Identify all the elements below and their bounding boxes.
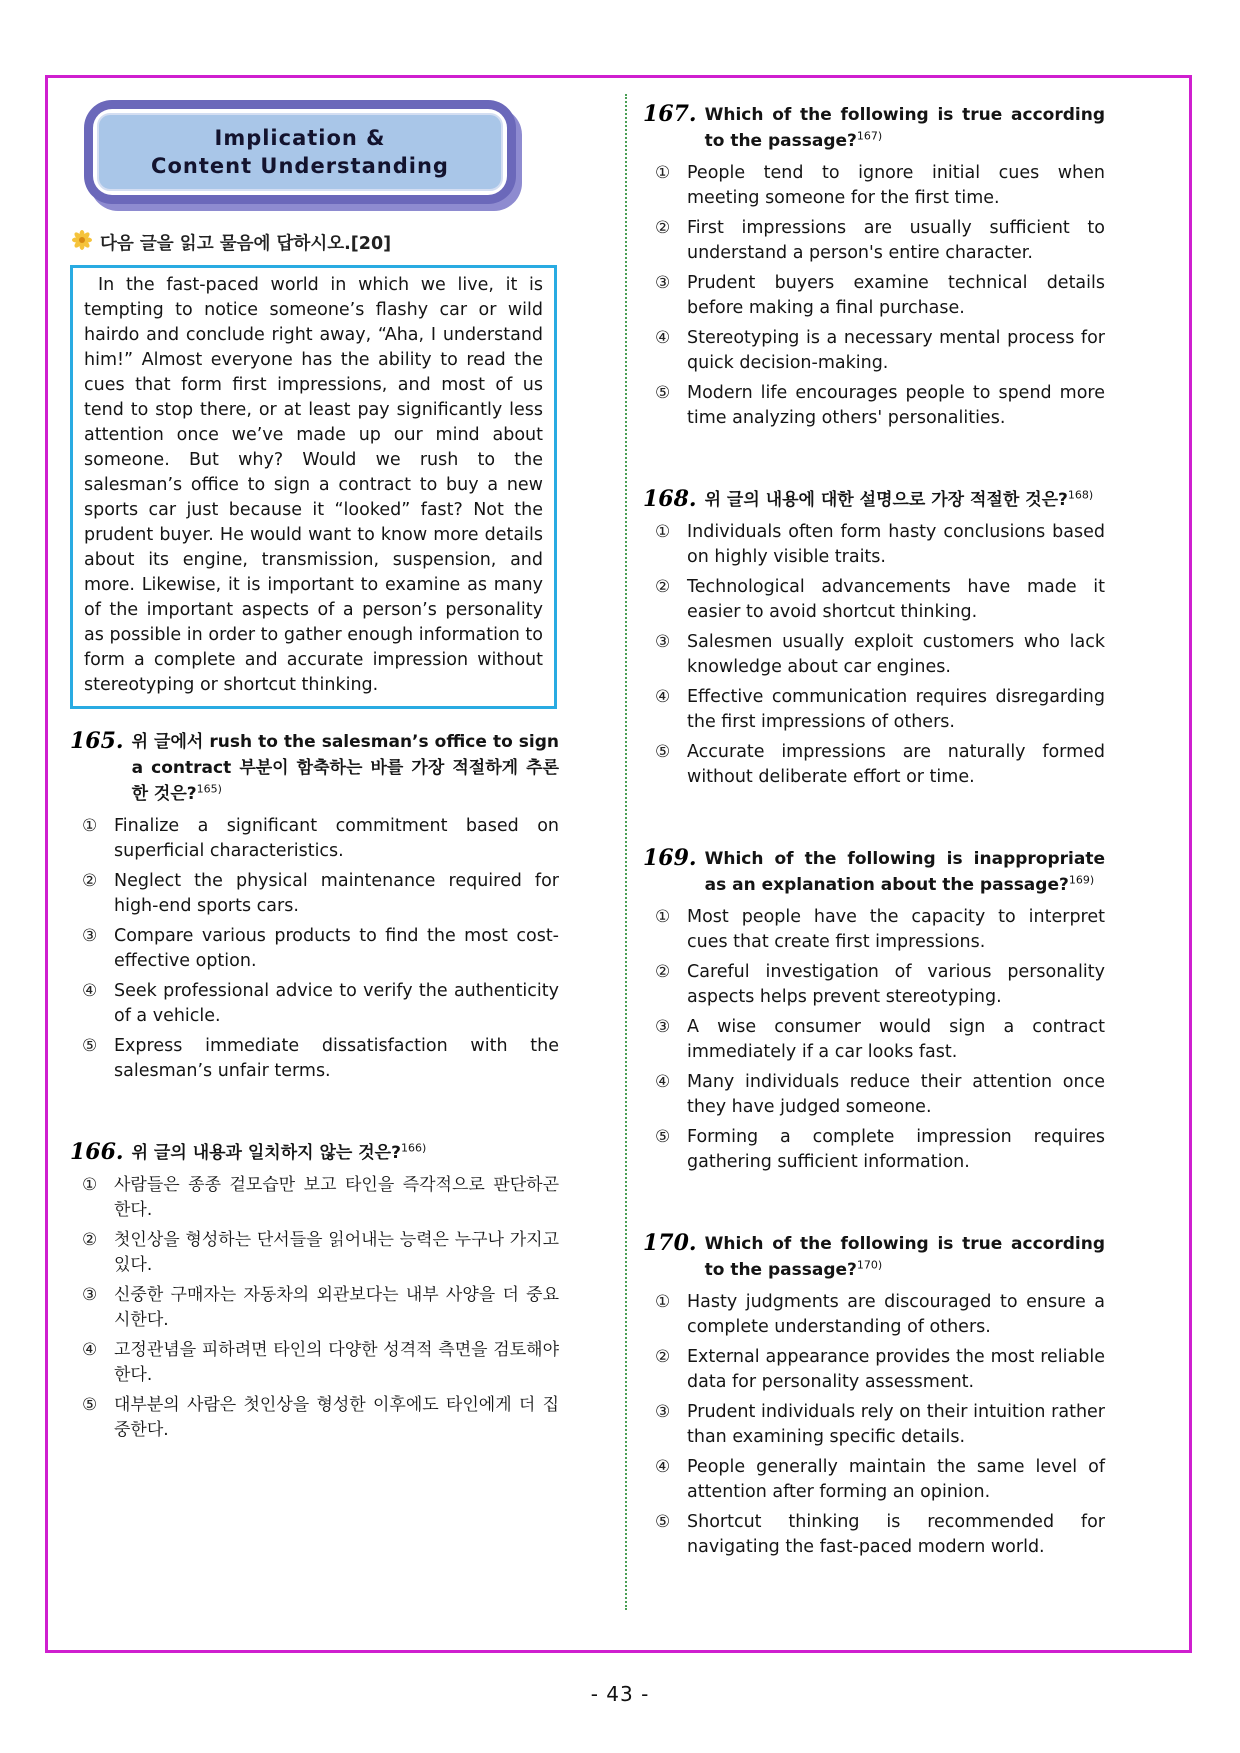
answer-option (70, 1173, 559, 1223)
footnote-marker: 168) (1067, 488, 1094, 502)
option-text: Many individuals reduce their attention once they have judged someone. (687, 1072, 1105, 1117)
option-marker: ⑤ (655, 1512, 671, 1532)
answer-option (643, 1400, 1105, 1450)
option-marker: ① (82, 816, 98, 836)
page-title (97, 113, 503, 191)
option-text: 대부분의 사람은 첫인상을 형성한 이후에도 타인에게 더 집중한다. (114, 1395, 559, 1440)
option-text: 첫인상을 형성하는 단서들을 읽어내는 능력은 누구나 가지고 있다. (114, 1230, 559, 1275)
question-170 (643, 1231, 1105, 1560)
option-marker: ② (655, 218, 671, 238)
option-text: People tend to ignore initial cues when meeting someone for the first time. (687, 163, 1105, 208)
option-text: Hasty judgments are discouraged to ensure a complete understanding of others. (687, 1292, 1105, 1337)
answer-option (70, 869, 559, 919)
option-marker: ① (655, 1292, 671, 1312)
daisy-flower-icon (72, 230, 92, 255)
question-number: 165. (70, 728, 124, 754)
page-number: - 43 - (590, 1682, 650, 1706)
question-number: 168. (643, 486, 697, 512)
option-text: Prudent individuals rely on their intuition rather than examining specific details. (687, 1402, 1105, 1447)
option-marker: ③ (655, 1017, 671, 1037)
question-number: 170. (643, 1230, 697, 1256)
option-marker: ① (82, 1175, 98, 1195)
title-badge (84, 100, 516, 204)
option-text: Careful investigation of various personality aspects helps prevent stereotyping. (687, 962, 1105, 1007)
option-text: A wise consumer would sign a contract immediately if a car looks fast. (687, 1017, 1105, 1062)
answer-option (70, 924, 559, 974)
passage-text: In the fast-paced world in which we live, it is tempting to notice someone’s flashy car or wild hairdo and conclude right away, “Aha, I understand him!” Almost everyone has the ability to read the cues that form first impressions, and most of us tend to stop there, or at least pay significantly less attention once we’ve made up our mind about someone. But why? Would we rush to the salesman’s office to sign a contract to buy a new sports car just because it “looked” fast? Not the prudent buyer. He would want to know more details about its engine, transmission, suspension, and more. Likewise, it is important to examine as many of the important aspects of a person’s personality as possible in order to gather enough information to form a complete and accurate impression without stereotyping or shortcut thinking. (84, 275, 543, 695)
option-text: Shortcut thinking is recommended for navigating the fast-paced modern world. (687, 1512, 1105, 1557)
answer-option (643, 905, 1105, 955)
answer-option (70, 1283, 559, 1333)
instruction-row (72, 230, 559, 255)
footnote-marker: 166) (400, 1141, 427, 1155)
answer-option (70, 1393, 559, 1443)
option-text: Compare various products to find the most cost-effective option. (114, 926, 559, 971)
option-text: 신중한 구매자는 자동차의 외관보다는 내부 사양을 더 중요시한다. (114, 1285, 559, 1330)
question-prompt: 위 글의 내용과 일치하지 않는 것은?$^{166)}$ (131, 1141, 427, 1163)
option-marker: ③ (655, 1402, 671, 1422)
option-text: 고정관념을 피하려면 타인의 다양한 성격적 측면을 검토해야 한다. (114, 1340, 559, 1385)
footnote-marker: 169) (1068, 873, 1095, 887)
answer-option (643, 575, 1105, 625)
right-column (627, 78, 1189, 1650)
option-text: People generally maintain the same level of attention after forming an opinion. (687, 1457, 1105, 1502)
answer-option (643, 1015, 1105, 1065)
option-marker: ② (655, 577, 671, 597)
option-text: Salesmen usually exploit customers who lack knowledge about car engines. (687, 632, 1105, 677)
option-marker: ④ (655, 328, 671, 348)
page-border (45, 75, 1192, 1653)
answer-option (70, 1338, 559, 1388)
option-marker: ① (655, 522, 671, 542)
option-marker: ② (655, 962, 671, 982)
question-prompt: 위 글에서 rush to the salesman’s office to sign a contract 부분이 함축하는 바를 가장 적절하게 추론한 것은?$^{165)}$ (131, 732, 559, 804)
option-marker: ④ (655, 1072, 671, 1092)
answer-option (643, 1510, 1105, 1560)
answer-option (643, 271, 1105, 321)
answer-option (643, 381, 1105, 431)
option-text: Seek professional advice to verify the authenticity of a vehicle. (114, 981, 559, 1026)
option-marker: ⑤ (655, 383, 671, 403)
passage-box (70, 265, 557, 709)
option-text: Accurate impressions are naturally formed without deliberate effort or time. (687, 742, 1105, 787)
question-prompt: 위 글의 내용에 대한 설명으로 가장 적절한 것은?$^{168)}$ (704, 488, 1094, 510)
option-text: Forming a complete impression requires gathering sufficient information. (687, 1127, 1105, 1172)
option-text: Most people have the capacity to interpret cues that create first impressions. (687, 907, 1105, 952)
option-marker: ⑤ (655, 742, 671, 762)
question-166 (70, 1140, 559, 1443)
question-number: 167. (643, 101, 697, 127)
option-marker: ③ (655, 632, 671, 652)
option-marker: ① (655, 907, 671, 927)
option-marker: ⑤ (655, 1127, 671, 1147)
answer-option (70, 814, 559, 864)
option-marker: ③ (82, 926, 98, 946)
answer-option (70, 979, 559, 1029)
answer-option (643, 520, 1105, 570)
option-text: Prudent buyers examine technical details before making a final purchase. (687, 273, 1105, 318)
answer-option (643, 216, 1105, 266)
question-number: 169. (643, 845, 697, 871)
option-marker: ⑤ (82, 1036, 98, 1056)
answer-option (643, 630, 1105, 680)
question-168 (643, 487, 1105, 790)
option-marker: ⑤ (82, 1395, 98, 1415)
title-line-2: Content Understanding (151, 154, 449, 178)
question-169 (643, 846, 1105, 1175)
question-prompt: Which of the following is true according to the passage?$^{167)}$ (704, 105, 1105, 151)
option-text: Stereotyping is a necessary mental process for quick decision-making. (687, 328, 1105, 373)
option-marker: ④ (655, 687, 671, 707)
option-text: Individuals often form hasty conclusions based on highly visible traits. (687, 522, 1105, 567)
left-column (48, 78, 625, 1650)
answer-option (643, 960, 1105, 1010)
footnote-marker: 170) (856, 1258, 883, 1272)
option-text: Effective communication requires disregarding the first impressions of others. (687, 687, 1105, 732)
answer-option (643, 161, 1105, 211)
option-text: External appearance provides the most reliable data for personality assessment. (687, 1347, 1105, 1392)
answer-option (643, 685, 1105, 735)
footnote-marker: 167) (856, 129, 883, 143)
question-167 (643, 102, 1105, 431)
option-text: Technological advancements have made it easier to avoid shortcut thinking. (687, 577, 1105, 622)
footnote-marker: 165) (196, 782, 222, 796)
option-text: Finalize a significant commitment based on superficial characteristics. (114, 816, 559, 861)
answer-option (643, 1290, 1105, 1340)
option-marker: ④ (655, 1457, 671, 1477)
option-text: 사람들은 종종 겉모습만 보고 타인을 즉각적으로 판단하곤 한다. (114, 1175, 559, 1220)
option-text: Neglect the physical maintenance required for high-end sports cars. (114, 871, 559, 916)
question-prompt: Which of the following is inappropriate as an explanation about the passage?$^{169)}$ (704, 849, 1105, 895)
option-marker: ④ (82, 981, 98, 1001)
question-number: 166. (70, 1139, 124, 1165)
option-marker: ② (655, 1347, 671, 1367)
answer-option (643, 1125, 1105, 1175)
option-text: Modern life encourages people to spend more time analyzing others' personalities. (687, 383, 1105, 428)
answer-option (643, 1070, 1105, 1120)
option-text: Express immediate dissatisfaction with the salesman’s unfair terms. (114, 1036, 559, 1081)
answer-option (643, 1345, 1105, 1395)
answer-option (70, 1228, 559, 1278)
option-marker: ③ (655, 273, 671, 293)
option-marker: ② (82, 1230, 98, 1250)
option-text: First impressions are usually sufficient to understand a person's entire character. (687, 218, 1105, 263)
option-marker: ③ (82, 1285, 98, 1305)
option-marker: ① (655, 163, 671, 183)
question-prompt: Which of the following is true according to the passage?$^{170)}$ (704, 1234, 1105, 1280)
instruction-text: 다음 글을 읽고 물음에 답하시오.[20] (100, 234, 392, 254)
answer-option (70, 1034, 559, 1084)
title-line-1: Implication & (214, 126, 386, 150)
question-165 (70, 729, 559, 1084)
answer-option (643, 326, 1105, 376)
answer-option (643, 1455, 1105, 1505)
option-marker: ② (82, 871, 98, 891)
option-marker: ④ (82, 1340, 98, 1360)
answer-option (643, 740, 1105, 790)
